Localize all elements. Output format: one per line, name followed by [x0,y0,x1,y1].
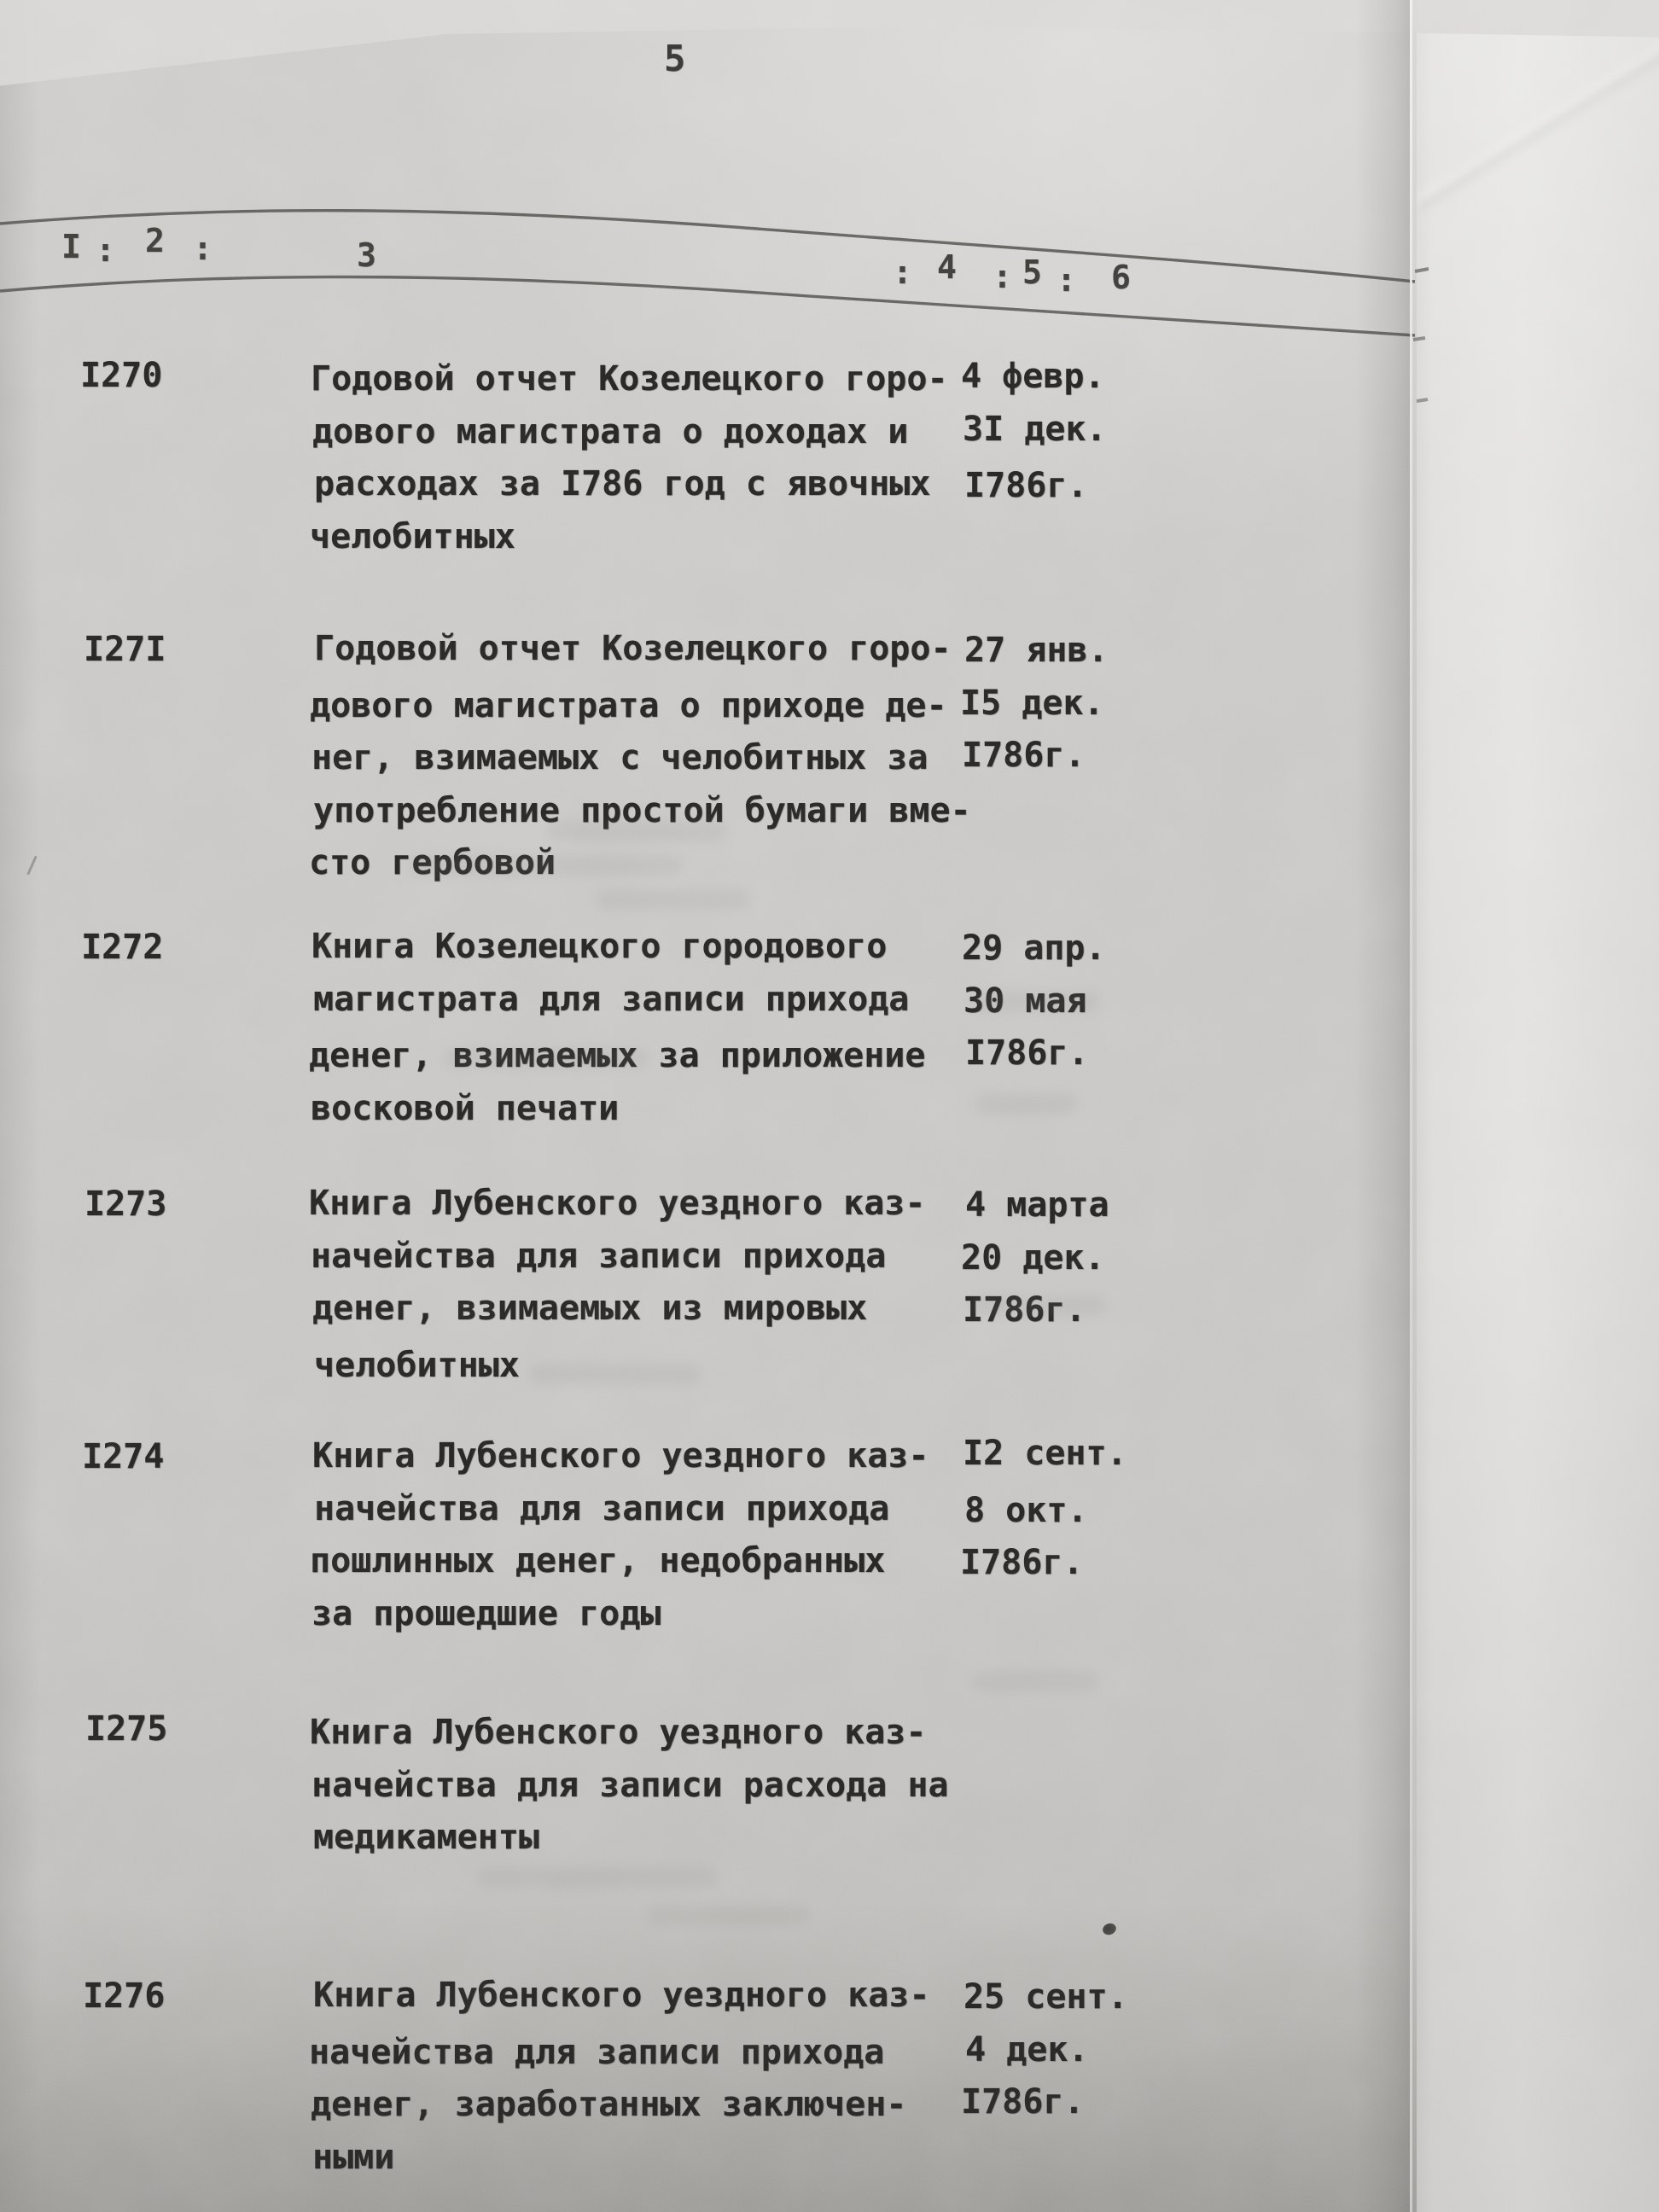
bleed-through-streak [969,1295,1106,1316]
entry-number: I276 [83,1976,166,2016]
header-column-separator: : [96,231,115,269]
bleed-through-streak [529,1364,700,1384]
entry-date-line: 27 янв. [964,631,1109,670]
entry-description-line: дового магистрата о доходах и [312,411,909,451]
pencil-mark [26,855,38,875]
entry-date-line: 8 окт. [964,1490,1088,1530]
entry-date-line: 30 мая [963,981,1087,1021]
entry-description-line: начейства для записи прихода [311,1236,887,1276]
entry-date-line: I786г. [961,2082,1085,2122]
bleed-through-streak [410,855,683,876]
entry-description-line: Книга Лубенского уездного каз- [310,1713,927,1752]
entry-number: I270 [80,356,163,395]
entry-description-line: денег, взимаемых за приложение [309,1036,926,1075]
page-number: 5 [664,38,686,79]
ink-blot [1101,1922,1117,1937]
bleed-through-streak [546,821,725,841]
header-column-label: 3 [357,236,376,274]
header-column-separator: : [992,258,1012,295]
entry-description-line: Годовой отчет Козелецкого горо- [311,359,948,399]
header-column-label: 6 [1111,259,1131,296]
entry-date-line: I786г. [963,1290,1086,1330]
entry-date-line: I786г. [964,466,1088,505]
bleed-through-streak [478,1867,717,1888]
entry-number: I275 [85,1709,168,1749]
entry-description-line: начейства для записи прихода [309,2032,885,2072]
entry-date-line: 4 марта [965,1185,1109,1225]
entry-date-line: I786г. [965,1033,1089,1073]
header-column-label: 5 [1022,253,1042,291]
entry-date-line: 4 дек. [965,2029,1089,2069]
entry-description-line: расходах за I786 год с явочных [314,464,931,504]
entry-description-line: Книга Лубенского уездного каз- [309,1184,926,1223]
entry-number: I272 [81,928,164,967]
header-column-label: 4 [937,248,957,286]
bleed-through-streak [597,889,751,910]
entry-description-line: употребление простой бумаги вме- [313,790,971,830]
entry-number: I27I [84,630,166,669]
entry-date-line: I5 дек. [960,683,1104,723]
entry-description-line: начейства для записи расхода на [311,1765,949,1805]
entry-description-line: медикаменты [313,1818,539,1857]
entry-description-line: Книга Лубенского уездного каз- [312,1436,929,1476]
entry-description-line: нег, взимаемых с челобитных за [311,738,928,777]
entry-description-line: начейства для записи прихода [314,1488,890,1528]
entry-date-line: I2 сент. [963,1434,1127,1473]
header-column-label: 2 [145,222,165,259]
bleed-through-streak [971,1671,1099,1691]
entry-description-line: челобитных [314,1345,520,1385]
header-column-separator: : [193,230,212,267]
bleed-through-streak [975,1094,1077,1115]
entry-number: I274 [82,1437,165,1476]
entry-description-line: дового магистрата о приходе де- [310,685,947,725]
entry-description-line: денег, заработанных заключен- [311,2085,907,2124]
entry-description-line: восковой печати [311,1088,620,1128]
entry-description-line: денег, взимаемых из мировых [312,1289,868,1328]
entry-date-line: 3I дек. [963,409,1107,449]
entry-date-line: 25 сент. [963,1977,1128,2017]
entry-date-line: I786г. [962,736,1086,775]
header-column-separator: : [1057,261,1076,299]
entry-description-line: Книга Козелецкого городового [311,927,888,966]
entry-description-line: сто гербовой [309,843,556,882]
bleed-through-streak [444,1048,649,1068]
bleed-through-streak [971,992,1099,1012]
bleed-through-streak [649,1905,811,1925]
entry-description-line: пошлинных денег, недобранных [310,1541,886,1580]
entry-date-line: 20 дек. [961,1237,1105,1278]
entry-number: I273 [84,1185,167,1224]
entry-description-line: Книга Лубенского уездного каз- [313,1976,930,2015]
header-column-label: I [61,228,81,265]
page-fold-shadow [1355,0,1410,2212]
header-column-separator: : [893,253,912,291]
entry-date-line: 4 февр. [961,357,1105,396]
entry-date-line: 29 апр. [962,928,1106,968]
entry-date-line: I786г. [960,1543,1084,1582]
entry-description-line: магистрата для записи прихода [313,979,910,1019]
entry-description-line: челобитных [310,516,515,556]
entry-description-line: за прошедшие годы [311,1593,661,1633]
entry-description-line: Годовой отчет Козелецкого горо- [314,629,952,668]
entry-description-line: ными [312,2137,395,2177]
page-right-edge [1410,0,1412,2212]
